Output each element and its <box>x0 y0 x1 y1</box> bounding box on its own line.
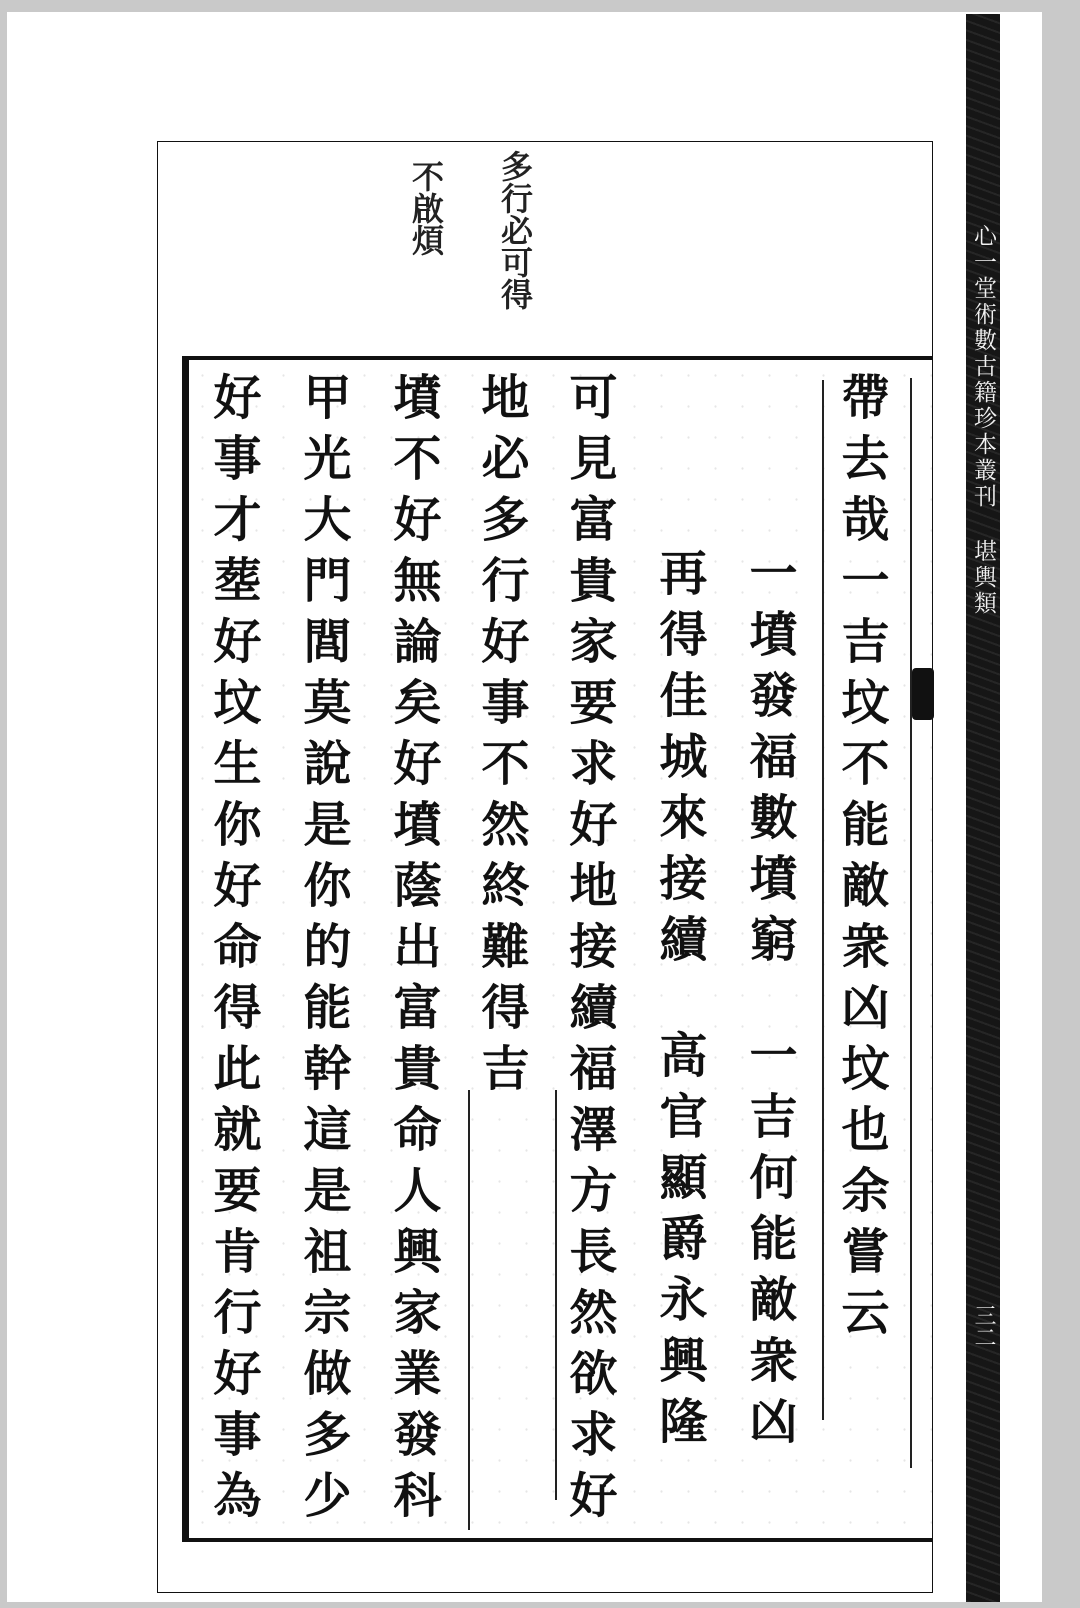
text-column-10: 好事才塟好坟生你好命得此就要肯行好事為 <box>205 372 261 1531</box>
handwritten-note-right: 多行必可得 <box>496 150 534 310</box>
series-title: 心一堂術數古籍珍本叢刊 堪輿類 <box>970 224 996 617</box>
page-number: 三二 <box>971 1304 996 1348</box>
text-column-2: 一墳發福數墳窮 <box>741 548 797 975</box>
text-column-7: 地必多行好事不然終難得吉 <box>473 372 529 1104</box>
text-column-8: 墳不好無論矣好墳蔭出富貴命人興家業發科 <box>385 372 441 1531</box>
text-column-3: 一吉何能敵衆凶 <box>741 1030 797 1457</box>
divider-line-middle <box>555 1090 557 1500</box>
text-column-1: 帶去哉一吉坟不能敵衆凶坟也余嘗云 <box>833 372 889 1348</box>
divider-line-right <box>822 380 824 1420</box>
divider-line-left <box>468 1090 470 1530</box>
text-column-5: 高官顯爵永興隆 <box>651 1030 707 1457</box>
book-spine-strip <box>966 14 1000 1602</box>
text-column-9: 甲光大門閭莫說是你的能幹這是祖宗做多少 <box>295 372 351 1531</box>
text-column-4: 再得佳城來接續 <box>651 548 707 975</box>
fold-marker <box>912 668 934 720</box>
handwritten-note-left: 不啟煩 <box>407 160 445 256</box>
text-column-6: 可見富貴家要求好地接續福澤方長然欲求好 <box>561 372 617 1531</box>
